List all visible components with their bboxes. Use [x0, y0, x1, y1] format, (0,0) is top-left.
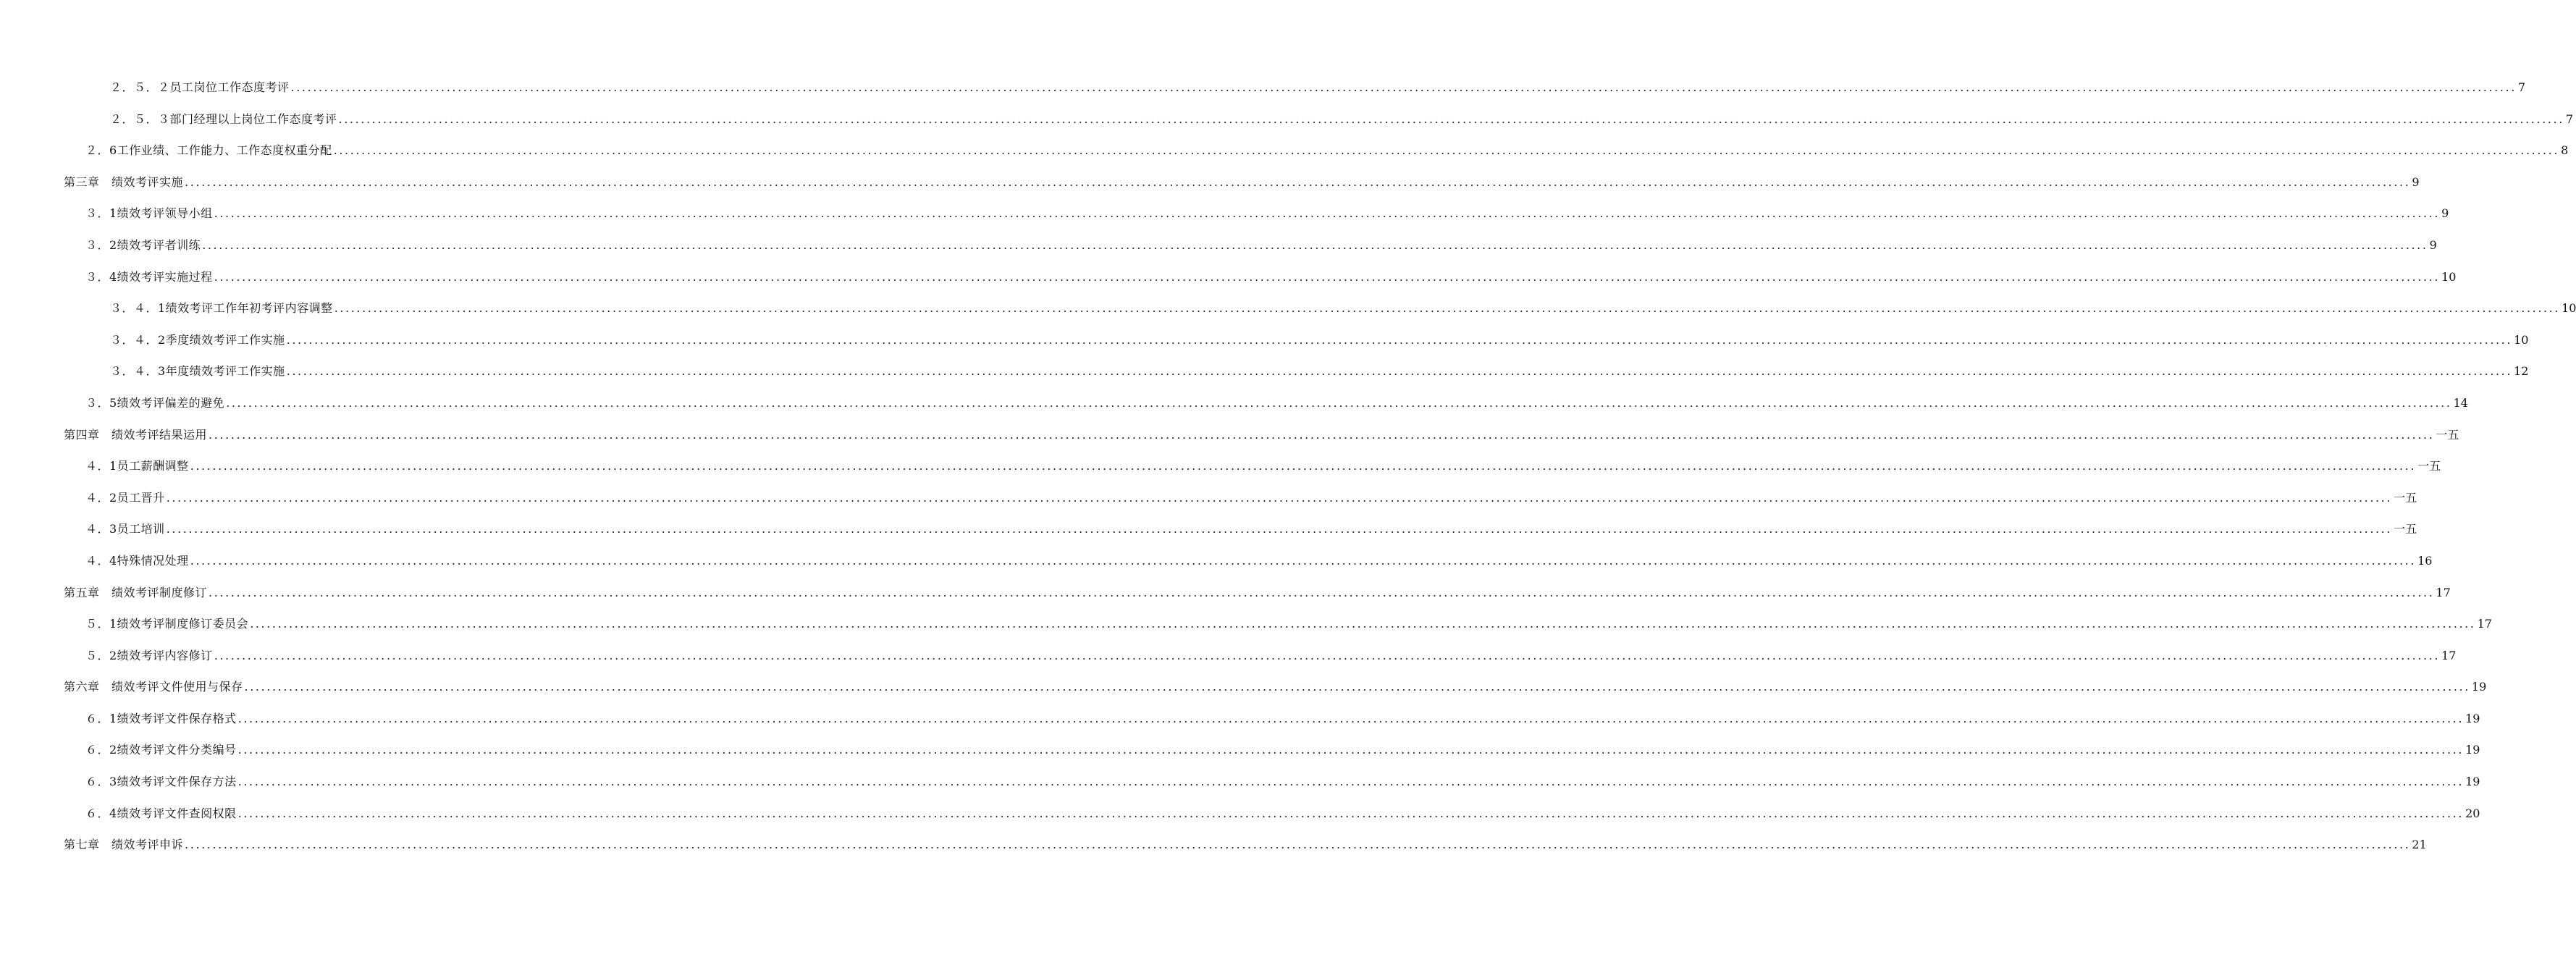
toc-entry-title: ６．1绩效考评文件保存格式 [85, 711, 237, 725]
toc-entry-title: 第四章 绩效考评结果运用 [64, 427, 208, 442]
toc-dot-leader: ................................................................................................................................................................................................................................................................................................................................................................................................................ [286, 364, 2513, 379]
toc-entry-title: ４．3员工培训 [85, 522, 165, 536]
toc-entry[interactable] [0, 584, 2451, 615]
toc-entry-title: ３．４．1绩效考评工作年初考评内容调整 [110, 301, 333, 316]
toc-dot-leader: ................................................................................................................................................................................................................................................................................................................................................................................................................ [286, 332, 2513, 347]
toc-entry-page-number: 8 [2561, 143, 2569, 158]
toc-dot-leader: ................................................................................................................................................................................................................................................................................................................................................................................................................ [190, 553, 2417, 568]
toc-entry-title: 第七章 绩效考评申诉 [64, 838, 184, 852]
toc-entry[interactable] [0, 362, 2529, 394]
toc-dot-leader: ................................................................................................................................................................................................................................................................................................................................................................................................................ [190, 459, 2417, 473]
toc-entry-title: ６．3绩效考评文件保存方法 [85, 775, 237, 789]
toc-entry[interactable] [0, 426, 2459, 458]
toc-entry-page-number: 7 [2565, 111, 2574, 126]
toc-entry[interactable] [0, 394, 2468, 426]
toc-entry-title: ４．2员工晋升 [85, 490, 165, 505]
toc-entry-page-number: 17 [2477, 617, 2492, 631]
toc-dot-leader: ................................................................................................................................................................................................................................................................................................................................................................................................................ [237, 806, 2465, 820]
toc-entry[interactable] [0, 331, 2529, 363]
toc-entry-title: ５．2绩效考评内容修订 [85, 648, 213, 662]
toc-entry-page-number: 17 [2436, 585, 2451, 599]
toc-dot-leader: ................................................................................................................................................................................................................................................................................................................................................................................................................ [214, 206, 2441, 221]
toc-entry-title: ３．４．3年度绩效考评工作实施 [110, 364, 285, 379]
toc-dot-leader: ................................................................................................................................................................................................................................................................................................................................................................................................................ [244, 680, 2470, 694]
toc-entry-title: ３．4绩效考评实施过程 [85, 269, 213, 284]
toc-entry[interactable] [0, 78, 2526, 110]
toc-entry-page-number: 9 [2429, 237, 2437, 252]
toc-entry-page-number: 19 [2471, 680, 2487, 694]
toc-entry-page-number: 一五 [2436, 427, 2459, 442]
toc-entry-title: 第六章 绩效考评文件使用与保存 [64, 680, 243, 694]
toc-entry-title: ３．４．2季度绩效考评工作实施 [110, 332, 285, 347]
toc-entry-title: ３．1绩效考评领导小组 [85, 206, 213, 221]
toc-dot-leader: ................................................................................................................................................................................................................................................................................................................................................................................................................ [290, 80, 2517, 94]
toc-dot-leader: ................................................................................................................................................................................................................................................................................................................................................................................................................ [333, 143, 2560, 158]
toc-entry-page-number: 9 [2412, 174, 2420, 189]
toc-entry-page-number: 10 [2562, 301, 2576, 316]
toc-entry-title: ６．4绩效考评文件查阅权限 [85, 806, 237, 820]
toc-entry-page-number: 10 [2514, 332, 2529, 347]
toc-entry[interactable] [0, 646, 2457, 678]
toc-entry-page-number: 14 [2453, 395, 2468, 410]
toc-dot-leader: ................................................................................................................................................................................................................................................................................................................................................................................................................ [237, 775, 2465, 789]
toc-entry[interactable] [0, 678, 2487, 709]
toc-entry[interactable] [0, 173, 2420, 205]
toc-entry-title: ５．1绩效考评制度修订委员会 [85, 617, 249, 631]
toc-dot-leader: ................................................................................................................................................................................................................................................................................................................................................................................................................ [185, 838, 2411, 852]
toc-entry-page-number: 17 [2441, 648, 2457, 662]
toc-entry[interactable] [0, 110, 2574, 142]
toc-entry-title: 第三章 绩效考评实施 [64, 174, 184, 189]
toc-entry[interactable] [0, 772, 2480, 804]
toc-entry-title: ２．５．２员工岗位工作态度考评 [110, 80, 290, 94]
toc-entry-page-number: 21 [2412, 838, 2427, 852]
toc-entry[interactable] [0, 741, 2480, 772]
toc-entry-page-number: 7 [2517, 80, 2526, 94]
toc-entry-title: ４．1员工薪酬调整 [85, 459, 189, 473]
toc-entry[interactable] [0, 520, 2417, 552]
toc-entry-page-number: 19 [2465, 711, 2480, 725]
toc-entry[interactable] [0, 835, 2427, 867]
toc-dot-leader: ................................................................................................................................................................................................................................................................................................................................................................................................................ [209, 427, 2435, 442]
toc-entry[interactable] [0, 236, 2437, 268]
toc-entry[interactable] [0, 457, 2441, 489]
table-of-contents [0, 78, 2576, 867]
toc-dot-leader: ................................................................................................................................................................................................................................................................................................................................................................................................................ [250, 617, 2476, 631]
toc-entry-title: ６．2绩效考评文件分类编号 [85, 743, 237, 757]
toc-entry-page-number: 19 [2465, 775, 2480, 789]
toc-entry-page-number: 19 [2465, 743, 2480, 757]
toc-entry[interactable] [0, 299, 2576, 331]
toc-entry[interactable] [0, 204, 2449, 236]
toc-dot-leader: ................................................................................................................................................................................................................................................................................................................................................................................................................ [202, 237, 2428, 252]
toc-entry-page-number: 一五 [2394, 490, 2417, 505]
toc-entry[interactable] [0, 489, 2417, 521]
toc-entry-title: ４．4特殊情况处理 [85, 553, 189, 568]
toc-entry-page-number: 9 [2441, 206, 2449, 221]
toc-dot-leader: ................................................................................................................................................................................................................................................................................................................................................................................................................ [237, 743, 2465, 757]
toc-dot-leader: ................................................................................................................................................................................................................................................................................................................................................................................................................ [166, 522, 2393, 536]
toc-entry-page-number: 10 [2441, 269, 2457, 284]
toc-entry[interactable] [0, 615, 2492, 646]
toc-dot-leader: ................................................................................................................................................................................................................................................................................................................................................................................................................ [185, 174, 2411, 189]
toc-dot-leader: ................................................................................................................................................................................................................................................................................................................................................................................................................ [334, 301, 2561, 316]
toc-entry-page-number: 一五 [2417, 459, 2441, 473]
toc-entry-page-number: 16 [2417, 553, 2433, 568]
toc-entry-title: ３．5绩效考评偏差的避免 [85, 395, 225, 410]
toc-dot-leader: ................................................................................................................................................................................................................................................................................................................................................................................................................ [226, 395, 2452, 410]
toc-dot-leader: ................................................................................................................................................................................................................................................................................................................................................................................................................ [209, 585, 2435, 599]
toc-dot-leader: ................................................................................................................................................................................................................................................................................................................................................................................................................ [338, 111, 2564, 126]
toc-entry-title: ３．2绩效考评者训练 [85, 237, 201, 252]
toc-entry-title: ２．6工作业绩、工作能力、工作态度权重分配 [85, 143, 332, 158]
toc-entry-title: ２．５．３部门经理以上岗位工作态度考评 [110, 111, 337, 126]
toc-entry[interactable] [0, 552, 2433, 584]
toc-dot-leader: ................................................................................................................................................................................................................................................................................................................................................................................................................ [214, 648, 2441, 662]
toc-entry-page-number: 20 [2465, 806, 2480, 820]
toc-dot-leader: ................................................................................................................................................................................................................................................................................................................................................................................................................ [237, 711, 2465, 725]
toc-entry[interactable] [0, 804, 2480, 836]
toc-entry-page-number: 一五 [2394, 522, 2417, 536]
toc-entry[interactable] [0, 268, 2457, 300]
toc-dot-leader: ................................................................................................................................................................................................................................................................................................................................................................................................................ [214, 269, 2441, 284]
toc-entry[interactable] [0, 141, 2569, 173]
toc-entry[interactable] [0, 709, 2480, 741]
toc-entry-page-number: 12 [2514, 364, 2529, 379]
toc-dot-leader: ................................................................................................................................................................................................................................................................................................................................................................................................................ [166, 490, 2393, 505]
toc-entry-title: 第五章 绩效考评制度修订 [64, 585, 208, 599]
